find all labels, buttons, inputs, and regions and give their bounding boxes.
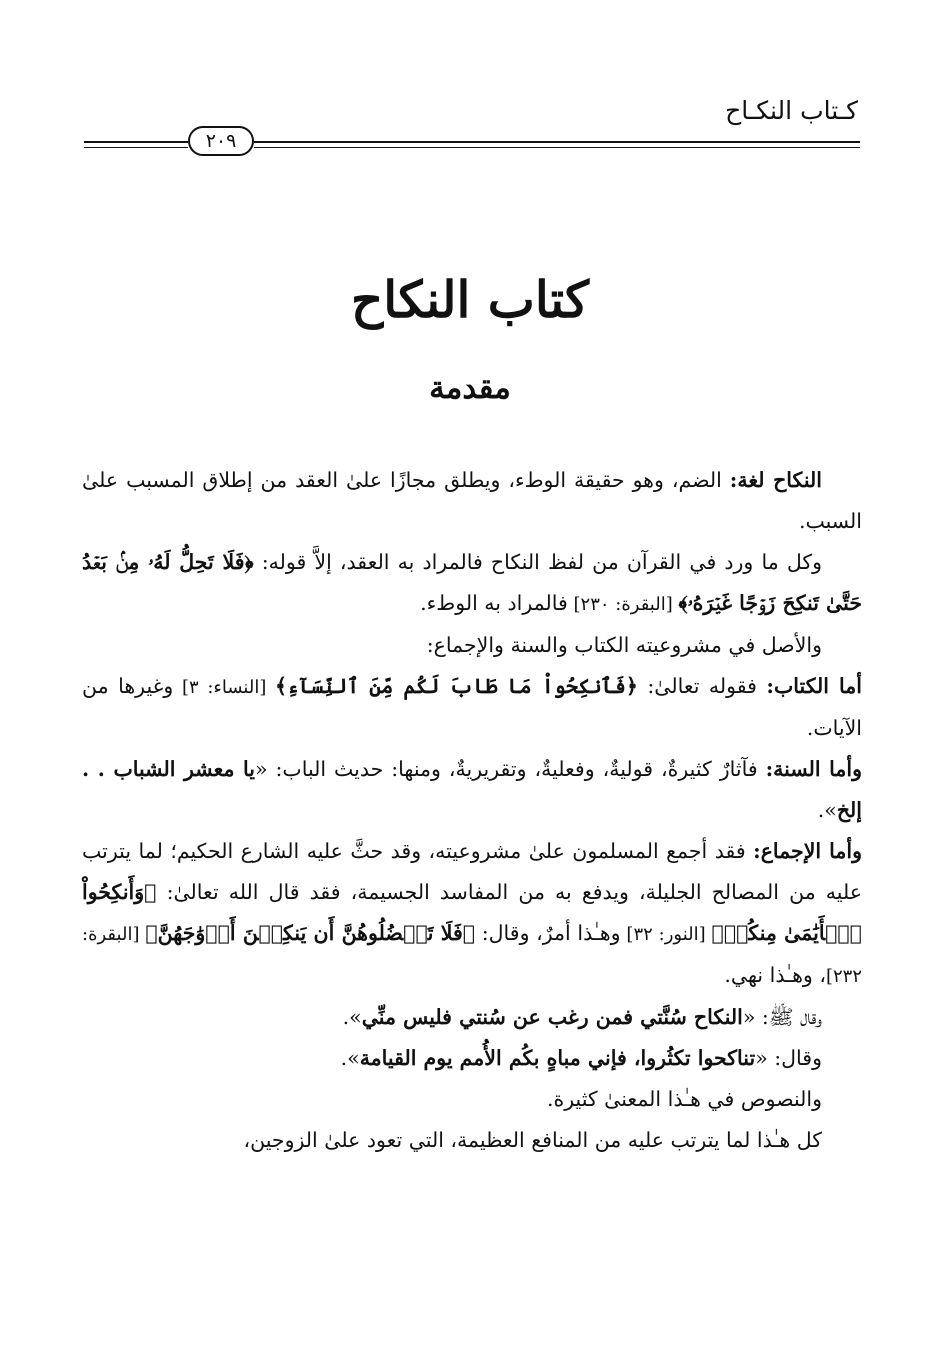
quran-verse: ﴿فَلَا تَعۡضُلُوهُنَّ أَن يَنكِحۡنَ أَزۡوَٰجَهُنَّ﴾	[145, 921, 476, 945]
hadith-text: تناكحوا تكثُروا، فإني مباهٍ بكُم الأُمم يوم القيامة	[359, 1046, 756, 1070]
paragraph-1	[82, 460, 862, 542]
paragraph-text: وقال ﷺ: «	[742, 1005, 822, 1029]
paragraph-text: فقد أجمع المسلمون علىٰ مشروعيته، وقد حثَّ عليه الشارع الحكيم؛ لما يترتب عليه من المصالح الجليلة، ويدفع به من المفاسد الجسيمة، فقد قال الله تعالىٰ:	[82, 839, 862, 904]
header-rule-right	[254, 141, 860, 148]
page-number: ٢٠٩	[188, 126, 254, 156]
paragraph-8	[82, 1038, 862, 1079]
paragraph-text: الضم، وهو حقيقة الوطء، ويطلق مجازًا علىٰ العقد من إطلاق المسبب علىٰ السبب.	[82, 468, 862, 533]
paragraph-text: وقال: «	[755, 1046, 822, 1070]
paragraph-text: وهـٰذا أمرٌ، وقال:	[475, 921, 621, 945]
paragraph-text: فآثارٌ كثيرةٌ، قوليةٌ، وفعليةٌ، وتقريريةٌ، ومنها: حديث الباب: «	[254, 757, 766, 781]
paragraph-text: ».	[342, 1005, 362, 1029]
paragraph-5	[82, 749, 862, 831]
header-rule-left	[84, 141, 188, 148]
hadith-text: النكاح سُنَّتي فمن رغب عن سُنتي فليس منِّي	[361, 1005, 743, 1029]
quran-verse: ﴿فَلَا تَحِلُّ لَهُۥ مِنۢ بَعۡدُ حَتَّىٰ تَنكِحَ زَوۡجًا غَيۡرَهُۥ﴾	[82, 550, 862, 615]
verse-reference: [البقرة: ٢٣٢]	[82, 924, 862, 987]
paragraph-lead: النكاح لغة:	[729, 468, 822, 492]
quran-verse: ﴿فَٱنكِحُواْ مَا طَابَ لَكُم مِّنَ ٱلنِّسَآءِ﴾	[275, 674, 638, 698]
running-title: كـتاب النكـاح	[725, 96, 858, 125]
paragraph-3	[82, 625, 862, 666]
paragraph-text: ، وهـٰذا نهي.	[724, 963, 826, 987]
paragraph-9	[82, 1079, 862, 1120]
paragraph-7	[82, 997, 862, 1038]
paragraph-2	[82, 542, 862, 625]
paragraph-text: وغيرها من الآيات.	[82, 674, 862, 740]
paragraph-10	[82, 1120, 862, 1161]
verse-reference: [النور: ٣٢]	[620, 924, 712, 945]
paragraph-text: والنصوص في هـٰذا المعنىٰ كثيرة.	[546, 1087, 822, 1111]
quran-verse: ﴿وَأَنكِحُواْ ٱلۡأَيَٰمَىٰ مِنكُمۡ﴾	[82, 880, 862, 945]
body-text	[82, 460, 862, 1161]
paragraph-text: والأصل في مشروعيته الكتاب والسنة والإجماع:	[426, 633, 822, 657]
paragraph-lead: أما الكتاب:	[766, 674, 862, 698]
paragraph-6	[82, 831, 862, 997]
paragraph-lead: وأما السنة:	[765, 757, 862, 781]
verse-reference: [البقرة: ٢٣٠]	[567, 594, 679, 615]
paragraph-4	[82, 666, 862, 749]
paragraph-text: كل هـٰذا لما يترتب عليه من المنافع العظيمة، التي تعود علىٰ الزوجين،	[243, 1128, 822, 1152]
hadith-text: يا معشر الشباب . . إلخ	[82, 757, 862, 822]
paragraph-text: فالمراد به الوطء.	[420, 591, 568, 615]
paragraph-text: ».	[340, 1046, 360, 1070]
chapter-title: كتاب النكاح	[351, 270, 589, 329]
paragraph-text: فقوله تعالىٰ:	[637, 674, 767, 698]
section-title: مقدمة	[429, 370, 511, 406]
paragraph-text: ».	[817, 798, 837, 822]
paragraph-text: وكل ما ورد في القرآن من لفظ النكاح فالمراد به العقد، إلاَّ قوله:	[253, 550, 823, 574]
verse-reference: [النساء: ٣]	[173, 677, 276, 698]
paragraph-lead: وأما الإجماع:	[753, 839, 862, 863]
